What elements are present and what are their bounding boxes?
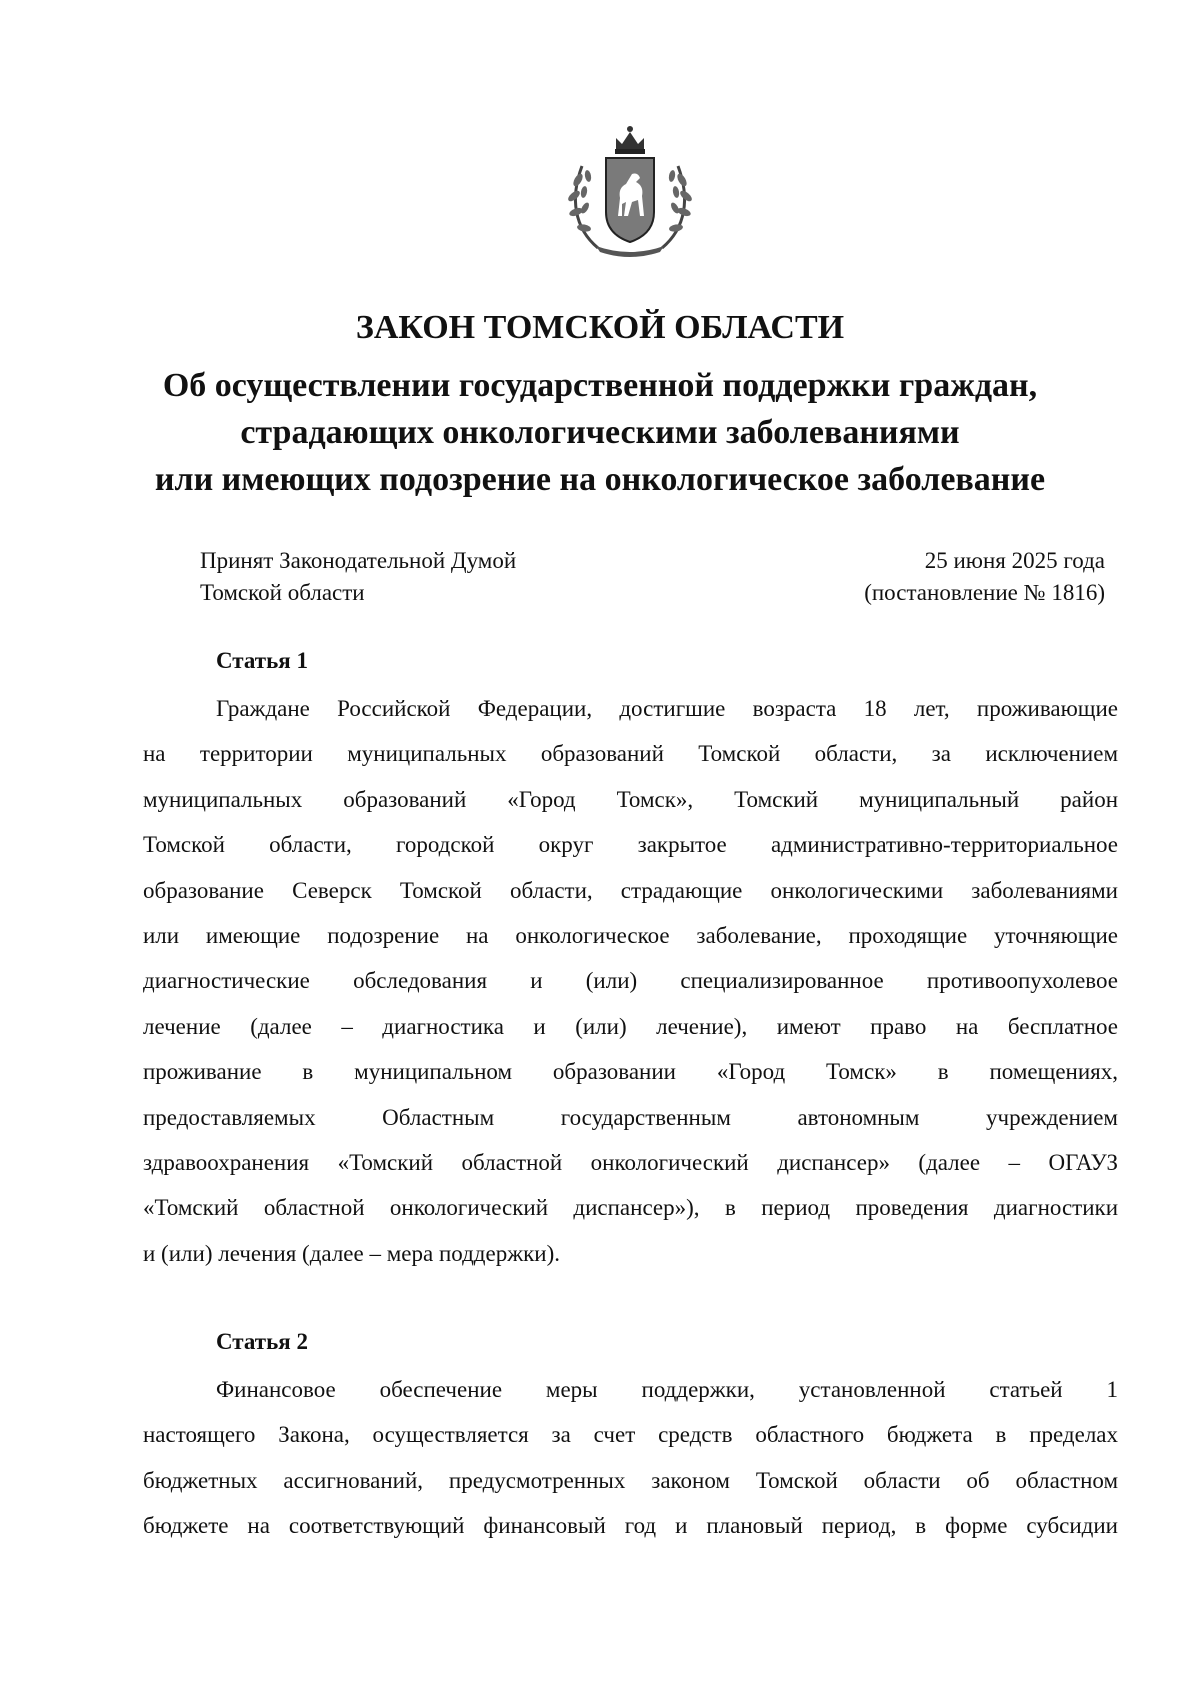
text-line: и (или) лечения (далее – мера поддержки). bbox=[143, 1240, 560, 1266]
text-line: лечение (далее – диагностика и (или) лечение), имеют право на бесплатное bbox=[143, 1013, 1118, 1039]
coat-of-arms-emblem bbox=[560, 120, 700, 260]
law-title: ЗАКОН ТОМСКОЙ ОБЛАСТИ bbox=[355, 309, 845, 346]
text-line: Граждане Российской Федерации, достигшие возраста 18 лет, проживающие bbox=[216, 696, 1118, 721]
adopted-by bbox=[200, 545, 516, 609]
text-line: проживание в муниципальном образовании «Город Томск» в помещениях, bbox=[143, 1059, 1118, 1085]
text-line: на территории муниципальных образований Томской области, за исключением bbox=[143, 741, 1118, 767]
text-line: «Томский областной онкологический диспансер»), в период проведения диагностики bbox=[143, 1195, 1118, 1221]
adopted-by-line: Томской области bbox=[200, 580, 365, 605]
subtitle-line: Об осуществлении государственной поддержки граждан, bbox=[162, 367, 1038, 404]
text-line: Финансовое обеспечение меры поддержки, установленной статьей 1 bbox=[216, 1377, 1118, 1402]
subtitle-line: или имеющих подозрение на онкологическое заболевание bbox=[154, 461, 1046, 498]
text-line: диагностические обследования и (или) специализированное противоопухолевое bbox=[143, 968, 1118, 994]
adopted-by-line: Принят Законодательной Думой bbox=[200, 548, 517, 573]
text-line: бюджетных ассигнований, предусмотренных законом Томской области об областном bbox=[143, 1467, 1118, 1493]
adoption-date bbox=[864, 545, 1105, 609]
resolution-number: (постановление № 1816) bbox=[864, 580, 1105, 605]
article-2-heading: Статья 2 bbox=[216, 1329, 308, 1354]
text-line: здравоохранения «Томский областной онкологический диспансер» (далее – ОГАУЗ bbox=[143, 1150, 1118, 1176]
text-line: образование Северск Томской области, страдающие онкологическими заболеваниями bbox=[143, 877, 1118, 903]
text-line: или имеющие подозрение на онкологическое заболевание, проходящие уточняющие bbox=[143, 923, 1118, 949]
adoption-date-line: 25 июня 2025 года bbox=[924, 548, 1105, 573]
article-1-heading: Статья 1 bbox=[216, 648, 308, 673]
text-line: предоставляемых Областным государственным автономным учреждением bbox=[143, 1104, 1118, 1130]
text-line: муниципальных образований «Город Томск», Томский муниципальный район bbox=[143, 786, 1118, 812]
text-line: настоящего Закона, осуществляется за счет средств областного бюджета в пределах bbox=[143, 1422, 1118, 1448]
text-line: Томской области, городской округ закрытое административно-территориальное bbox=[143, 832, 1118, 858]
article-2-text bbox=[143, 1367, 1118, 1549]
text-line: бюджете на соответствующий финансовый год и плановый период, в форме субсидии bbox=[143, 1513, 1118, 1539]
article-1-text bbox=[143, 686, 1118, 1276]
subtitle-line: страдающих онкологическими заболеваниями bbox=[240, 414, 960, 451]
law-subtitle bbox=[0, 362, 1200, 503]
